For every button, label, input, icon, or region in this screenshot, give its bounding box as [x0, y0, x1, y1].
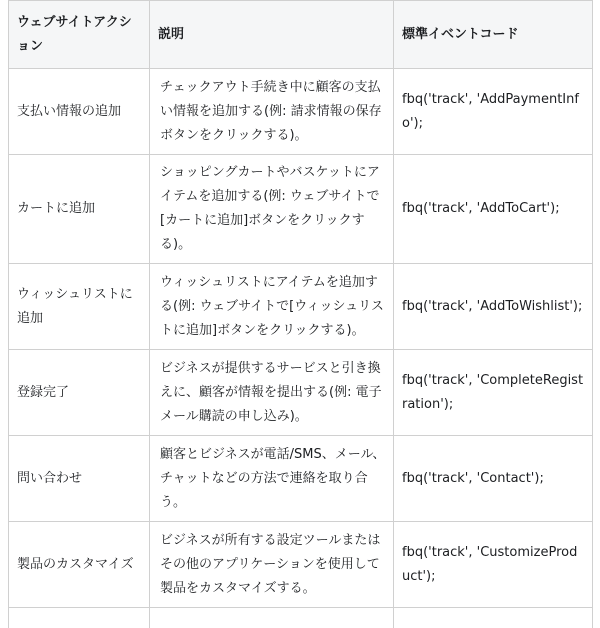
action-cell: カートに追加: [9, 155, 150, 264]
table-header: [9, 1, 593, 69]
description-cell: ウィッシュリストにアイテムを追加する(例: ウェブサイトで[ウィッシュリストに追加]ボタンをクリックする)。: [150, 264, 394, 350]
event-code-cell: fbq('track', 'Contact');: [394, 436, 593, 522]
table-row: [9, 436, 593, 522]
description-cell: ショッピングカートやバスケットにアイテムを追加する(例: ウェブサイトで[カートに追加]ボタンをクリックする)。: [150, 155, 394, 264]
description-cell: 顧客とビジネスが電話/SMS、メール、チャットなどの方法で連絡を取り合う。: [150, 436, 394, 522]
table-row: [9, 155, 593, 264]
table-row-partial: [9, 608, 593, 628]
event-code-cell: fbq('track', 'AddPaymentInfo');: [394, 69, 593, 155]
event-code-cell: [394, 608, 593, 628]
action-cell: 登録完了: [9, 350, 150, 436]
action-cell: 製品のカスタマイズ: [9, 522, 150, 608]
description-cell: チェックアウト手続き中に顧客の支払い情報を追加する(例: 請求情報の保存ボタンをクリックする)。: [150, 69, 394, 155]
event-code-cell: fbq('track', 'AddToCart');: [394, 155, 593, 264]
header-website-action: ウェブサイトアクション: [9, 1, 150, 69]
table-row: [9, 522, 593, 608]
action-cell: ウィッシュリストに追加: [9, 264, 150, 350]
header-standard-event-code: 標準イベントコード: [394, 1, 593, 69]
description-cell: ビジネスが提供するサービスと引き換えに、顧客が情報を提出する(例: 電子メール購読の申し込み)。: [150, 350, 394, 436]
event-code-cell: fbq('track', 'AddToWishlist');: [394, 264, 593, 350]
table-body: [9, 69, 593, 628]
standard-events-table: [8, 0, 593, 628]
table-row: [9, 264, 593, 350]
table-row: [9, 350, 593, 436]
event-code-cell: fbq('track', 'CompleteRegistration');: [394, 350, 593, 436]
action-cell: 支払い情報の追加: [9, 69, 150, 155]
description-cell: ビジネスが所有する設定ツールまたはその他のアプリケーションを使用して製品をカスタマイズする。: [150, 522, 394, 608]
action-cell: 問い合わせ: [9, 436, 150, 522]
description-cell: [150, 608, 394, 628]
event-code-cell: fbq('track', 'CustomizeProduct');: [394, 522, 593, 608]
table-row: [9, 69, 593, 155]
header-description: 説明: [150, 1, 394, 69]
action-cell: [9, 608, 150, 628]
header-row: [9, 1, 593, 69]
